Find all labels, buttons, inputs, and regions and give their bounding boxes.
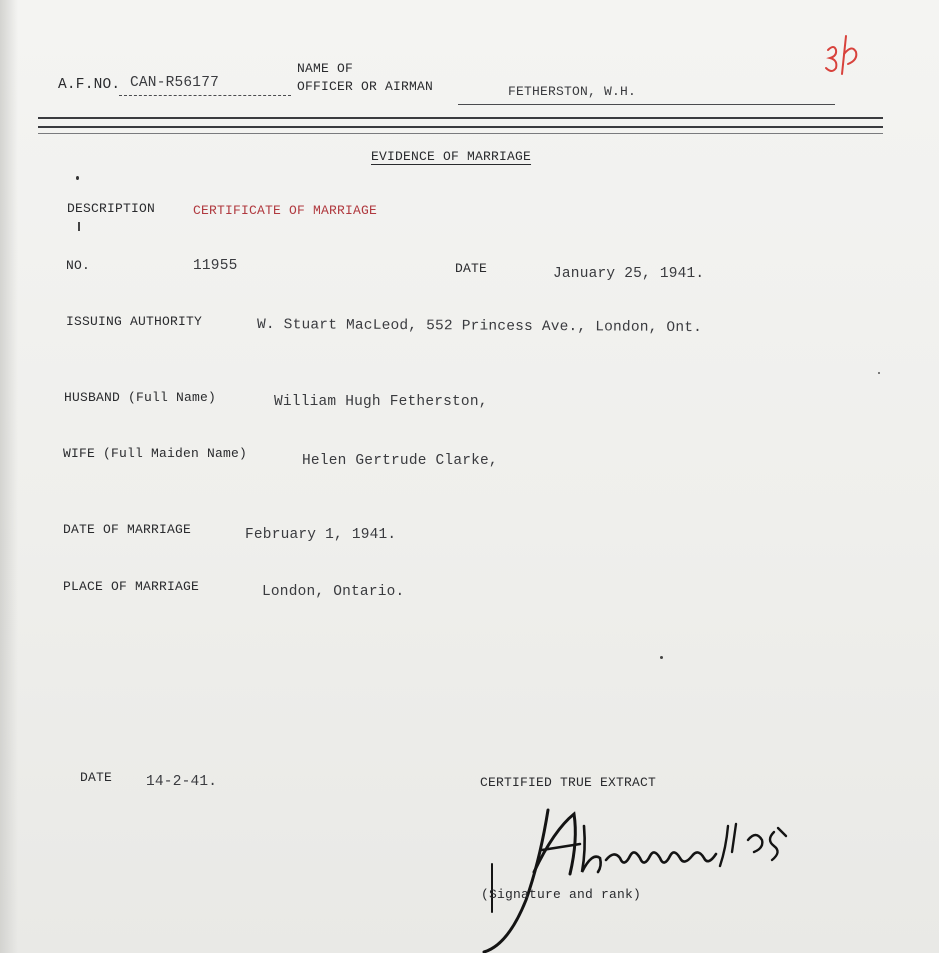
date-of-marriage-value: February 1, 1941. [245,527,397,543]
date-label: DATE [455,261,488,276]
description-label: DESCRIPTION [67,201,156,216]
wife-value: Helen Gertrude Clarke, [302,453,498,469]
footer-date-value: 14-2-41. [146,774,218,790]
wife-label: WIFE (Full Maiden Name) [63,446,248,461]
date-value: January 25, 1941. [553,266,705,282]
footer-date-label: DATE [80,770,113,785]
signature-caption: (Signature and rank) [481,887,642,902]
ink-speck [76,176,79,180]
issuing-authority-value: W. Stuart MacLeod, 552 Princess Ave., London, Ont. [256,317,703,337]
place-of-marriage-label: PLACE OF MARRIAGE [63,579,200,594]
date-of-marriage-label: DATE OF MARRIAGE [63,522,192,537]
officer-name-value: FETHERSTON, W.H. [508,84,637,99]
husband-value: William Hugh Fetherston, [274,394,488,410]
description-value: CERTIFICATE OF MARRIAGE [193,203,378,218]
issuing-authority-label: ISSUING AUTHORITY [66,314,203,329]
ink-speck [878,372,880,374]
document-title: EVIDENCE OF MARRIAGE [371,149,532,164]
header-rule-bottom [38,133,883,134]
no-label: NO. [66,258,91,273]
ink-speck [660,656,663,659]
ink-speck [78,222,80,231]
af-no-value: CAN-R56177 [130,75,220,91]
af-no-underline [119,95,291,96]
officer-name-underline [458,104,835,105]
no-value: 11955 [193,258,238,274]
header-rule-middle [38,126,883,128]
husband-label: HUSBAND (Full Name) [64,390,217,405]
signature [474,800,844,953]
certified-label: CERTIFIED TRUE EXTRACT [480,775,657,790]
header-rule-top [38,117,883,119]
place-of-marriage-value: London, Ontario. [262,584,405,600]
corner-pencil-mark [822,30,870,76]
af-no-label: A.F.NO. [58,77,121,93]
name-label-line2: OFFICER OR AIRMAN [297,79,434,94]
name-label-line1: NAME OF [297,61,354,76]
